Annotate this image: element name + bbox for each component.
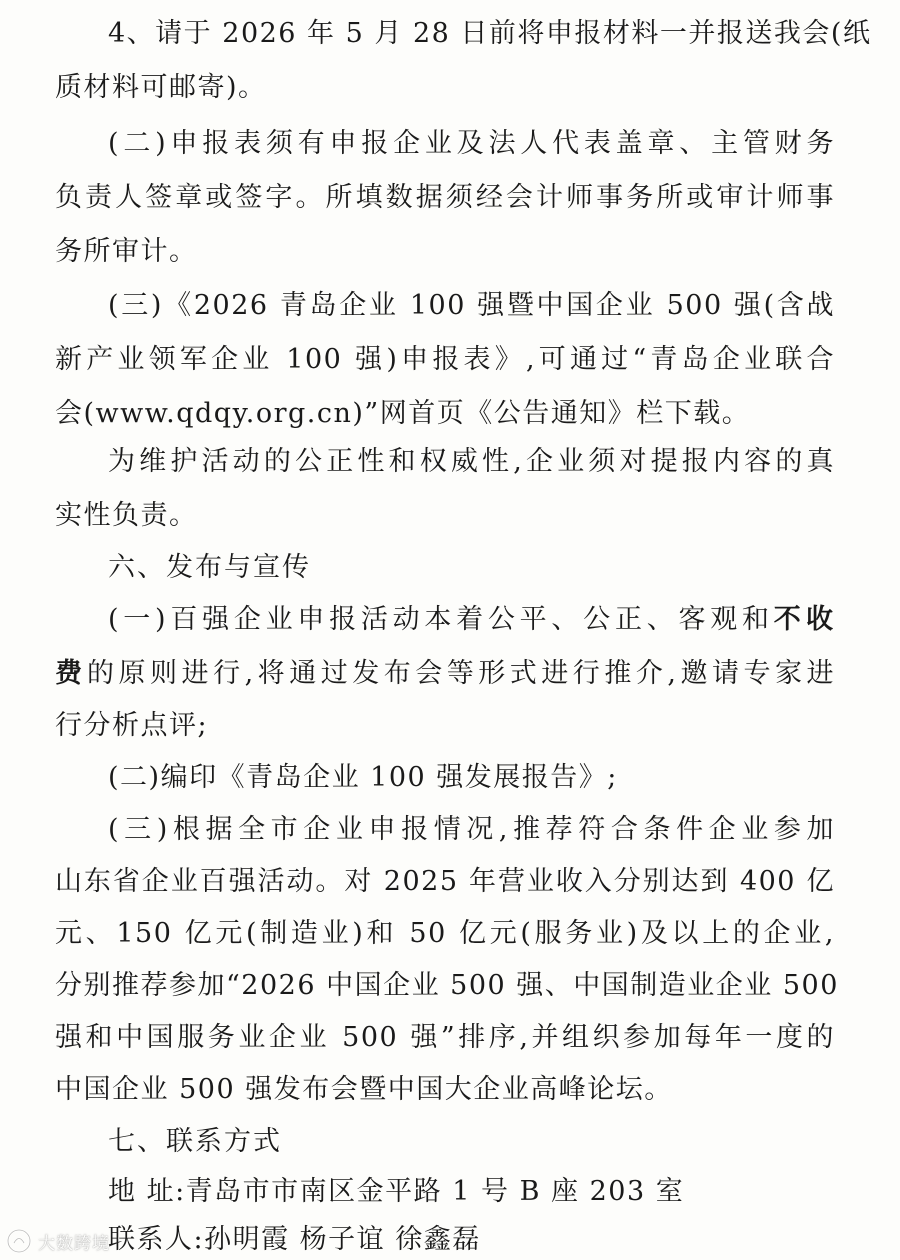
watermark [6,1228,110,1254]
paragraph-line: 分别推荐参加“2026 中国企业 500 强、中国制造业企业 500 [55,970,839,1001]
paragraph-text: (一)百强企业申报活动本着公平、公正、客观和 [108,604,774,635]
paragraph-line [55,654,835,694]
paragraph-line: 质材料可邮寄)。 [55,72,267,103]
section-heading-publicity: 六、发布与宣传 [108,552,311,583]
paragraph-text: 的原则进行,将通过发布会等形式进行推介,邀请专家进 [87,658,835,689]
paragraph-line: (二)申报表须有申报企业及法人代表盖章、主管财务 [108,128,835,159]
emphasis-text: 不收 [773,604,835,635]
paragraph-line: 负责人签章或签字。所填数据须经会计师事务所或审计师事 [55,182,835,213]
section-heading-contact: 七、联系方式 [108,1126,282,1157]
paragraph-line [108,600,835,640]
paragraph-line: 4、请于 2026 年 5 月 28 日前将申报材料一并报送我会(纸 [108,18,872,49]
paragraph-line: 实性负责。 [55,500,198,531]
paragraph-line: 中国企业 500 强发布会暨中国大企业高峰论坛。 [55,1074,673,1105]
paragraph-line: 行分析点评; [55,710,209,741]
paragraph-line: 务所审计。 [55,236,198,267]
paragraph-line: (三)《2026 青岛企业 100 强暨中国企业 500 强(含战 [108,290,835,321]
watermark-text: 大数跨境 [38,1233,110,1254]
paragraph-line: 山东省企业百强活动。对 2025 年营业收入分别达到 400 亿 [55,866,835,897]
paragraph-line: 会(www.qdqy.org.cn)”网首页《公告通知》栏下载。 [55,398,751,429]
paragraph-line: (二)编印《青岛企业 100 强发展报告》; [108,762,618,793]
paragraph-line: 新产业领军企业 100 强)申报表》,可通过“青岛企业联合 [55,344,835,375]
emphasis-text: 费 [55,658,88,689]
paragraph-line: 元、150 亿元(制造业)和 50 亿元(服务业)及以上的企业, [55,918,835,949]
paragraph-line: (三)根据全市企业申报情况,推荐符合条件企业参加 [108,814,835,845]
paragraph-line: 为维护活动的公正性和权威性,企业须对提报内容的真 [108,446,835,477]
contact-persons: 联系人:孙明霞 杨子谊 徐鑫磊 [108,1224,481,1255]
paragraph-line: 强和中国服务业企业 500 强”排序,并组织参加每年一度的 [55,1022,835,1053]
contact-address: 地 址:青岛市市南区金平路 1 号 B 座 203 室 [108,1176,685,1207]
watermark-logo-icon [6,1228,32,1254]
